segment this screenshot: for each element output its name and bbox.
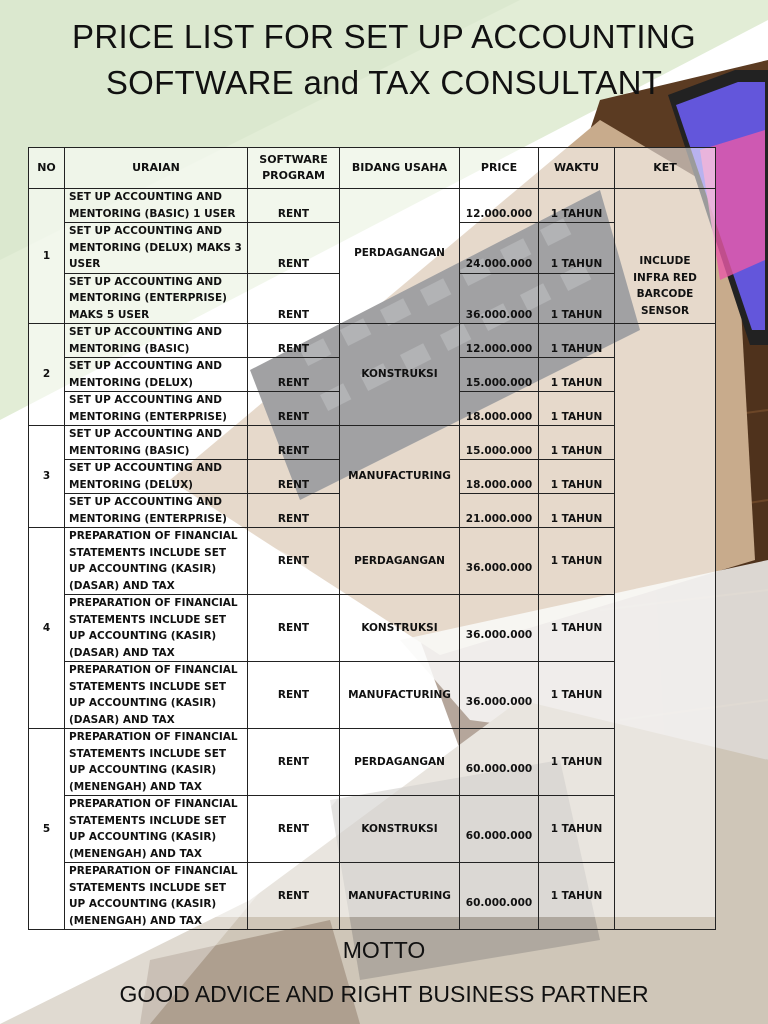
- row-price: 15.000.000: [460, 426, 539, 460]
- row-price: 60.000.000: [460, 796, 539, 863]
- row-bidang: MANUFACTURING: [340, 662, 460, 729]
- row-uraian: PREPARATION OF FINANCIAL STATEMENTS INCLUDE SET UP ACCOUNTING (KASIR) (DASAR) AND TAX: [65, 528, 248, 595]
- row-price: 36.000.000: [460, 273, 539, 324]
- row-uraian: PREPARATION OF FINANCIAL STATEMENTS INCLUDE SET UP ACCOUNTING (KASIR) (DASAR) AND TAX: [65, 595, 248, 662]
- row-software: RENT: [248, 796, 340, 863]
- row-no: 1: [29, 189, 65, 324]
- row-software: RENT: [248, 358, 340, 392]
- row-software: RENT: [248, 426, 340, 460]
- row-price: 18.000.000: [460, 460, 539, 494]
- row-bidang: PERDAGANGAN: [340, 528, 460, 595]
- row-waktu: 1 TAHUN: [539, 223, 615, 274]
- row-software: RENT: [248, 273, 340, 324]
- row-bidang: PERDAGANGAN: [340, 189, 460, 324]
- row-waktu: 1 TAHUN: [539, 863, 615, 930]
- row-uraian: PREPARATION OF FINANCIAL STATEMENTS INCLUDE SET UP ACCOUNTING (KASIR) (MENENGAH) AND TAX: [65, 729, 248, 796]
- row-no: 4: [29, 528, 65, 729]
- header-ket: KET: [615, 148, 716, 189]
- header-software-line1: SOFTWARE: [259, 152, 328, 166]
- row-no: 3: [29, 426, 65, 528]
- row-price: 36.000.000: [460, 528, 539, 595]
- row-uraian: SET UP ACCOUNTING AND MENTORING (BASIC): [65, 426, 248, 460]
- row-waktu: 1 TAHUN: [539, 595, 615, 662]
- row-price: 12.000.000: [460, 189, 539, 223]
- table-header-row: [29, 148, 716, 189]
- title-line-2: SOFTWARE and TAX CONSULTANT: [105, 64, 663, 101]
- table-row: [29, 595, 716, 662]
- row-uraian: SET UP ACCOUNTING AND MENTORING (DELUX) MAKS 3 USER: [65, 223, 248, 274]
- table-row: [29, 324, 716, 358]
- header-software: [248, 148, 340, 189]
- row-bidang: KONSTRUKSI: [340, 595, 460, 662]
- row-software: RENT: [248, 460, 340, 494]
- row-uraian: PREPARATION OF FINANCIAL STATEMENTS INCLUDE SET UP ACCOUNTING (KASIR) (MENENGAH) AND TAX: [65, 796, 248, 863]
- row-uraian: SET UP ACCOUNTING AND MENTORING (BASIC): [65, 324, 248, 358]
- table-row: [29, 863, 716, 930]
- table-row: [29, 189, 716, 223]
- row-uraian: SET UP ACCOUNTING AND MENTORING (ENTERPRISE): [65, 494, 248, 528]
- page-title: [0, 14, 768, 106]
- row-waktu: 1 TAHUN: [539, 494, 615, 528]
- row-uraian: SET UP ACCOUNTING AND MENTORING (BASIC) 1 USER: [65, 189, 248, 223]
- table-row: [29, 662, 716, 729]
- table-row: [29, 426, 716, 460]
- row-waktu: 1 TAHUN: [539, 273, 615, 324]
- row-uraian: SET UP ACCOUNTING AND MENTORING (DELUX): [65, 460, 248, 494]
- header-no: NO: [29, 148, 65, 189]
- row-price: 36.000.000: [460, 595, 539, 662]
- header-bidang: BIDANG USAHA: [340, 148, 460, 189]
- row-no: 5: [29, 729, 65, 930]
- table-row: [29, 528, 716, 595]
- row-waktu: 1 TAHUN: [539, 324, 615, 358]
- motto-text: GOOD ADVICE AND RIGHT BUSINESS PARTNER: [119, 981, 649, 1007]
- row-price: 15.000.000: [460, 358, 539, 392]
- ket-note: INCLUDE INFRA RED BARCODE SENSOR: [615, 189, 716, 324]
- row-price: 60.000.000: [460, 863, 539, 930]
- row-software: RENT: [248, 595, 340, 662]
- table-row: [29, 796, 716, 863]
- row-bidang: MANUFACTURING: [340, 426, 460, 528]
- row-uraian: SET UP ACCOUNTING AND MENTORING (ENTERPRISE) MAKS 5 USER: [65, 273, 248, 324]
- row-waktu: 1 TAHUN: [539, 528, 615, 595]
- row-software: RENT: [248, 494, 340, 528]
- row-bidang: PERDAGANGAN: [340, 729, 460, 796]
- title-line-1: PRICE LIST FOR SET UP ACCOUNTING: [72, 18, 696, 55]
- row-waktu: 1 TAHUN: [539, 729, 615, 796]
- header-uraian: URAIAN: [65, 148, 248, 189]
- row-software: RENT: [248, 863, 340, 930]
- motto-label: MOTTO: [342, 937, 426, 963]
- row-waktu: 1 TAHUN: [539, 426, 615, 460]
- row-bidang: KONSTRUKSI: [340, 324, 460, 426]
- row-price: 18.000.000: [460, 392, 539, 426]
- row-waktu: 1 TAHUN: [539, 358, 615, 392]
- row-waktu: 1 TAHUN: [539, 392, 615, 426]
- ket-empty-cell: [615, 324, 716, 930]
- row-uraian: PREPARATION OF FINANCIAL STATEMENTS INCLUDE SET UP ACCOUNTING (KASIR) (MENENGAH) AND TAX: [65, 863, 248, 930]
- row-software: RENT: [248, 729, 340, 796]
- row-waktu: 1 TAHUN: [539, 189, 615, 223]
- row-software: RENT: [248, 189, 340, 223]
- row-software: RENT: [248, 392, 340, 426]
- row-no: 2: [29, 324, 65, 426]
- row-waktu: 1 TAHUN: [539, 460, 615, 494]
- row-uraian: SET UP ACCOUNTING AND MENTORING (DELUX): [65, 358, 248, 392]
- row-price: 36.000.000: [460, 662, 539, 729]
- row-software: RENT: [248, 662, 340, 729]
- row-software: RENT: [248, 528, 340, 595]
- row-software: RENT: [248, 223, 340, 274]
- row-price: 12.000.000: [460, 324, 539, 358]
- row-price: 60.000.000: [460, 729, 539, 796]
- row-waktu: 1 TAHUN: [539, 662, 615, 729]
- header-software-line2: PROGRAM: [262, 169, 325, 182]
- header-waktu: WAKTU: [539, 148, 615, 189]
- header-price: PRICE: [460, 148, 539, 189]
- row-uraian: SET UP ACCOUNTING AND MENTORING (ENTERPRISE): [65, 392, 248, 426]
- table-row: [29, 729, 716, 796]
- row-software: RENT: [248, 324, 340, 358]
- row-price: 21.000.000: [460, 494, 539, 528]
- row-bidang: KONSTRUKSI: [340, 796, 460, 863]
- price-table: [28, 147, 716, 930]
- row-bidang: MANUFACTURING: [340, 863, 460, 930]
- row-price: 24.000.000: [460, 223, 539, 274]
- row-uraian: PREPARATION OF FINANCIAL STATEMENTS INCLUDE SET UP ACCOUNTING (KASIR) (DASAR) AND TAX: [65, 662, 248, 729]
- row-waktu: 1 TAHUN: [539, 796, 615, 863]
